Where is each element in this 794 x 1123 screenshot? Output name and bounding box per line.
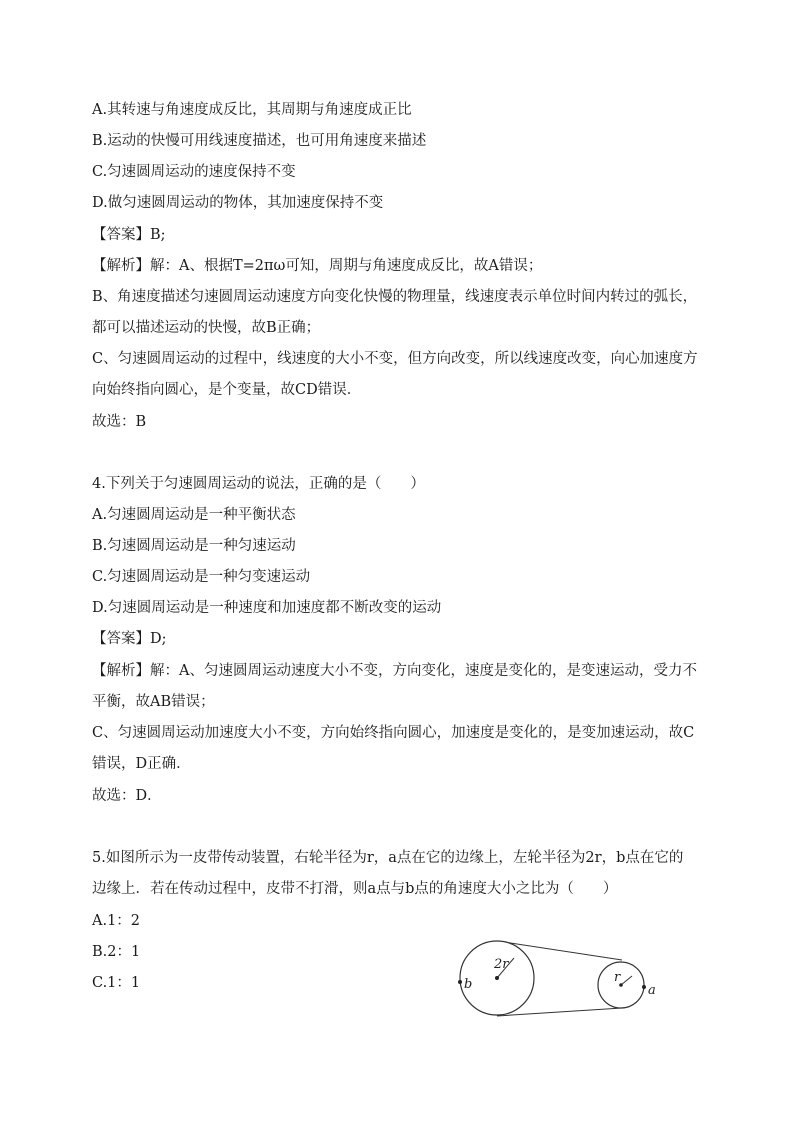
q5-stem-line: 边缘上．若在传动过程中，皮带不打滑，则a点与b点的角速度大小之比为（ ） — [92, 881, 618, 897]
q3-option-a: A.其转速与角速度成反比，其周期与角速度成正比 — [92, 102, 412, 118]
point-b-dot — [458, 980, 462, 984]
q3-analysis-line: 都可以描述运动的快慢，故B正确； — [92, 320, 321, 336]
q3-analysis-line: B、角速度描述匀速圆周运动速度方向变化快慢的物理量，线速度表示单位时间内转过的弧长， — [92, 289, 698, 305]
q4-conclusion: 故选：D． — [92, 788, 162, 804]
q3-answer: 【答案】B; — [92, 227, 166, 243]
q5-option-a: A.1：2 — [92, 913, 141, 929]
q3-analysis-line: C、匀速圆周运动的过程中，线速度的大小不变，但方向改变，所以线速度改变，向心加速度方 — [92, 351, 698, 367]
q3-conclusion: 故选：B — [92, 414, 147, 430]
belt-drive-figure — [452, 936, 662, 1020]
q5-stem-line: 5.如图所示为一皮带传动装置，右轮半径为r，a点在它的边缘上，左轮半径为2r，b点在它的 — [92, 850, 684, 866]
small-radius-label: r — [614, 970, 621, 985]
big-radius-label: 2r — [494, 957, 509, 972]
q4-answer: 【答案】D; — [92, 631, 167, 647]
q3-option-c: C.匀速圆周运动的速度保持不变 — [92, 164, 296, 180]
q4-analysis-line: 【解析】解：A、匀速圆周运动速度大小不变，方向变化，速度是变化的，是变速运动，受力不 — [92, 663, 697, 679]
q3-option-b: B.运动的快慢可用线速度描述，也可用角速度来描述 — [92, 133, 427, 149]
q4-analysis-line: 错误，D正确． — [92, 756, 191, 772]
q4-stem: 4.下列关于匀速圆周运动的说法，正确的是（ ） — [92, 476, 425, 492]
q5-option-b: B.2：1 — [92, 944, 141, 960]
q4-analysis-line: 平衡，故AB错误； — [92, 694, 215, 710]
point-a-dot — [642, 985, 646, 989]
point-a-label: a — [648, 983, 656, 998]
q4-analysis-line: C、匀速圆周运动加速度大小不变，方向始终指向圆心，加速度是变化的，是变加速运动，故C — [92, 725, 695, 741]
q5-option-c: C.1：1 — [92, 975, 141, 991]
q4-option-d: D.匀速圆周运动是一种速度和加速度都不断改变的运动 — [92, 600, 442, 616]
point-b-label: b — [464, 977, 473, 992]
q4-option-c: C.匀速圆周运动是一种匀变速运动 — [92, 569, 311, 585]
q3-option-d: D.做匀速圆周运动的物体，其加速度保持不变 — [92, 195, 384, 211]
q3-analysis-line: 【解析】解：A、根据T=2πω可知，周期与角速度成反比，故A错误； — [92, 258, 543, 274]
belt-drive-diagram — [452, 936, 662, 1020]
big-center-dot — [495, 976, 499, 980]
q4-option-a: A.匀速圆周运动是一种平衡状态 — [92, 507, 296, 523]
q3-analysis-line: 向始终指向圆心，是个变量，故CD错误． — [92, 382, 362, 398]
q4-option-b: B.匀速圆周运动是一种匀速运动 — [92, 538, 296, 554]
